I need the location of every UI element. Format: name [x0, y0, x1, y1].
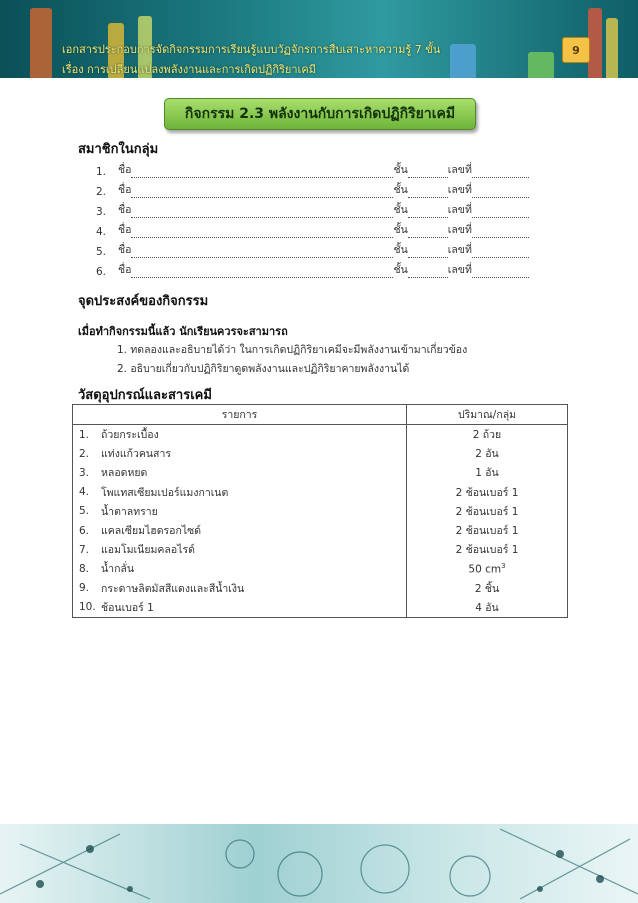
- number-field[interactable]: [472, 165, 529, 178]
- quantity-value: 50 cm: [468, 563, 502, 576]
- flask-decoration: [588, 8, 602, 78]
- quantity-value: 4 อัน: [475, 601, 499, 614]
- row-number: 6.: [73, 521, 102, 540]
- quantity-value: 2 ถ้วย: [472, 429, 502, 442]
- quantity-value: 2 ช้อนเบอร์ 1: [455, 505, 519, 518]
- class-field[interactable]: [408, 265, 448, 278]
- number-field[interactable]: [472, 245, 529, 258]
- quantity-value: 2 ชิ้น: [474, 582, 500, 595]
- table-row: [73, 444, 568, 463]
- member-row-number: 3.: [96, 206, 107, 218]
- row-number: 3.: [73, 463, 102, 482]
- member-row: [96, 178, 546, 198]
- table-row: [73, 559, 568, 578]
- class-label: ชั้น: [393, 184, 408, 196]
- table-row: [73, 483, 568, 502]
- quantity-value: 2 ช้อนเบอร์ 1: [455, 544, 519, 557]
- number-label: เลขที่: [447, 244, 472, 256]
- quantity-cell: [407, 579, 568, 598]
- table-row: [73, 579, 568, 598]
- row-number: 1.: [73, 425, 102, 445]
- class-field[interactable]: [408, 245, 448, 258]
- item-name: แคลเซียมไฮดรอกไซด์: [101, 521, 407, 540]
- quantity-cell: [407, 483, 568, 502]
- name-field[interactable]: [131, 265, 393, 278]
- name-label: ชื่อ: [118, 204, 132, 216]
- number-label: เลขที่: [447, 264, 472, 276]
- quantity-cell: [407, 444, 568, 463]
- name-field[interactable]: [131, 205, 393, 218]
- flask-decoration: [528, 52, 554, 78]
- row-number: 4.: [73, 483, 102, 502]
- number-field[interactable]: [472, 205, 529, 218]
- members-heading: สมาชิกในกลุ่ม: [78, 142, 159, 157]
- quantity-cell: [407, 502, 568, 521]
- table-row: [73, 502, 568, 521]
- row-number: 5.: [73, 502, 102, 521]
- name-label: ชื่อ: [118, 244, 132, 256]
- name-label: ชื่อ: [118, 224, 132, 236]
- row-number: 10.: [73, 598, 102, 618]
- document-topic: เรื่อง การเปลี่ยนแปลงพลังงานและการเกิดปฏิกิริยาเคมี: [62, 63, 316, 76]
- table-row: [73, 463, 568, 482]
- number-field[interactable]: [472, 225, 529, 238]
- table-row: [73, 540, 568, 559]
- flask-decoration: [606, 18, 618, 78]
- footer-banner: [0, 824, 638, 903]
- activity-title: กิจกรรม 2.3 พลังงานกับการเกิดปฏิกิริยาเคมี: [164, 98, 476, 130]
- quantity-cell: [407, 521, 568, 540]
- row-number: 9.: [73, 579, 102, 598]
- row-number: 8.: [73, 559, 102, 578]
- row-number: 7.: [73, 540, 102, 559]
- class-field[interactable]: [408, 205, 448, 218]
- column-header-quantity: ปริมาณ/กลุ่ม: [407, 405, 568, 425]
- number-label: เลขที่: [447, 204, 472, 216]
- member-row: [96, 198, 546, 218]
- item-name: กระดาษลิตมัสสีแดงและสีน้ำเงิน: [101, 579, 407, 598]
- class-field[interactable]: [408, 225, 448, 238]
- class-label: ชั้น: [393, 204, 408, 216]
- class-label: ชั้น: [393, 224, 408, 236]
- materials-table: [72, 404, 568, 618]
- item-name: น้ำตาลทราย: [101, 502, 407, 521]
- class-label: ชั้น: [393, 244, 408, 256]
- quantity-value: 2 อัน: [475, 448, 499, 461]
- number-label: เลขที่: [447, 164, 472, 176]
- flask-decoration: [30, 8, 52, 78]
- item-name: ถ้วยกระเบื้อง: [101, 425, 407, 445]
- column-header-item: รายการ: [73, 405, 407, 425]
- item-name: แอมโมเนียมคลอไรด์: [101, 540, 407, 559]
- member-row-number: 5.: [96, 246, 107, 258]
- class-field[interactable]: [408, 165, 448, 178]
- quantity-superscript: 3: [501, 562, 506, 571]
- member-row: [96, 218, 546, 238]
- quantity-cell: [407, 540, 568, 559]
- member-row: [96, 158, 546, 178]
- document-series-title: เอกสารประกอบการจัดกิจกรรมการเรียนรู้แบบวัฏจักรการสืบเสาะหาความรู้ 7 ขั้น: [62, 43, 441, 56]
- item-name: หลอดหยด: [101, 463, 407, 482]
- flask-decoration: [450, 44, 476, 78]
- class-field[interactable]: [408, 185, 448, 198]
- item-name: ช้อนเบอร์ 1: [101, 598, 407, 618]
- name-label: ชื่อ: [118, 164, 132, 176]
- page-number: 9: [562, 37, 590, 63]
- quantity-cell: [407, 598, 568, 618]
- member-row-number: 1.: [96, 166, 107, 178]
- class-label: ชั้น: [393, 264, 408, 276]
- member-row: [96, 258, 546, 278]
- name-label: ชื่อ: [118, 264, 132, 276]
- name-label: ชื่อ: [118, 184, 132, 196]
- quantity-value: 2 ช้อนเบอร์ 1: [455, 486, 519, 499]
- member-row-number: 4.: [96, 226, 107, 238]
- quantity-cell: [407, 559, 568, 578]
- objectives-heading: จุดประสงค์ของกิจกรรม: [78, 294, 209, 309]
- row-number: 2.: [73, 444, 102, 463]
- table-row: [73, 425, 568, 445]
- objective-item: 2. อธิบายเกี่ยวกับปฏิกิริยาดูดพลังงานและปฏิกิริยาคายพลังงานได้: [117, 363, 410, 375]
- number-label: เลขที่: [447, 184, 472, 196]
- objectives-intro: เมื่อทำกิจกรรมนี้แล้ว นักเรียนควรจะสามารถ: [78, 325, 288, 338]
- quantity-cell: [407, 425, 568, 445]
- objective-item: 1. ทดลองและอธิบายได้ว่า ในการเกิดปฏิกิริยาเคมีจะมีพลังงานเข้ามาเกี่ยวข้อง: [117, 344, 468, 356]
- name-field[interactable]: [131, 225, 393, 238]
- number-label: เลขที่: [447, 224, 472, 236]
- member-row: [96, 238, 546, 258]
- member-row-number: 6.: [96, 266, 107, 278]
- member-row-number: 2.: [96, 186, 107, 198]
- number-field[interactable]: [472, 265, 529, 278]
- name-field[interactable]: [131, 185, 393, 198]
- item-name: น้ำกลั่น: [101, 559, 407, 578]
- header-banner: [0, 0, 638, 78]
- table-row: [73, 598, 568, 618]
- number-field[interactable]: [472, 185, 529, 198]
- quantity-value: 2 ช้อนเบอร์ 1: [455, 525, 519, 538]
- materials-heading: วัสดุอุปกรณ์และสารเคมี: [78, 388, 212, 403]
- name-field[interactable]: [131, 245, 393, 258]
- item-name: โพแทสเซียมเปอร์แมงกาเนต: [101, 483, 407, 502]
- name-field[interactable]: [131, 165, 393, 178]
- members-list: [96, 158, 546, 278]
- molecule-decoration: [0, 824, 638, 903]
- class-label: ชั้น: [393, 164, 408, 176]
- quantity-cell: [407, 463, 568, 482]
- item-name: แท่งแก้วคนสาร: [101, 444, 407, 463]
- table-row: [73, 521, 568, 540]
- quantity-value: 1 อัน: [475, 467, 499, 480]
